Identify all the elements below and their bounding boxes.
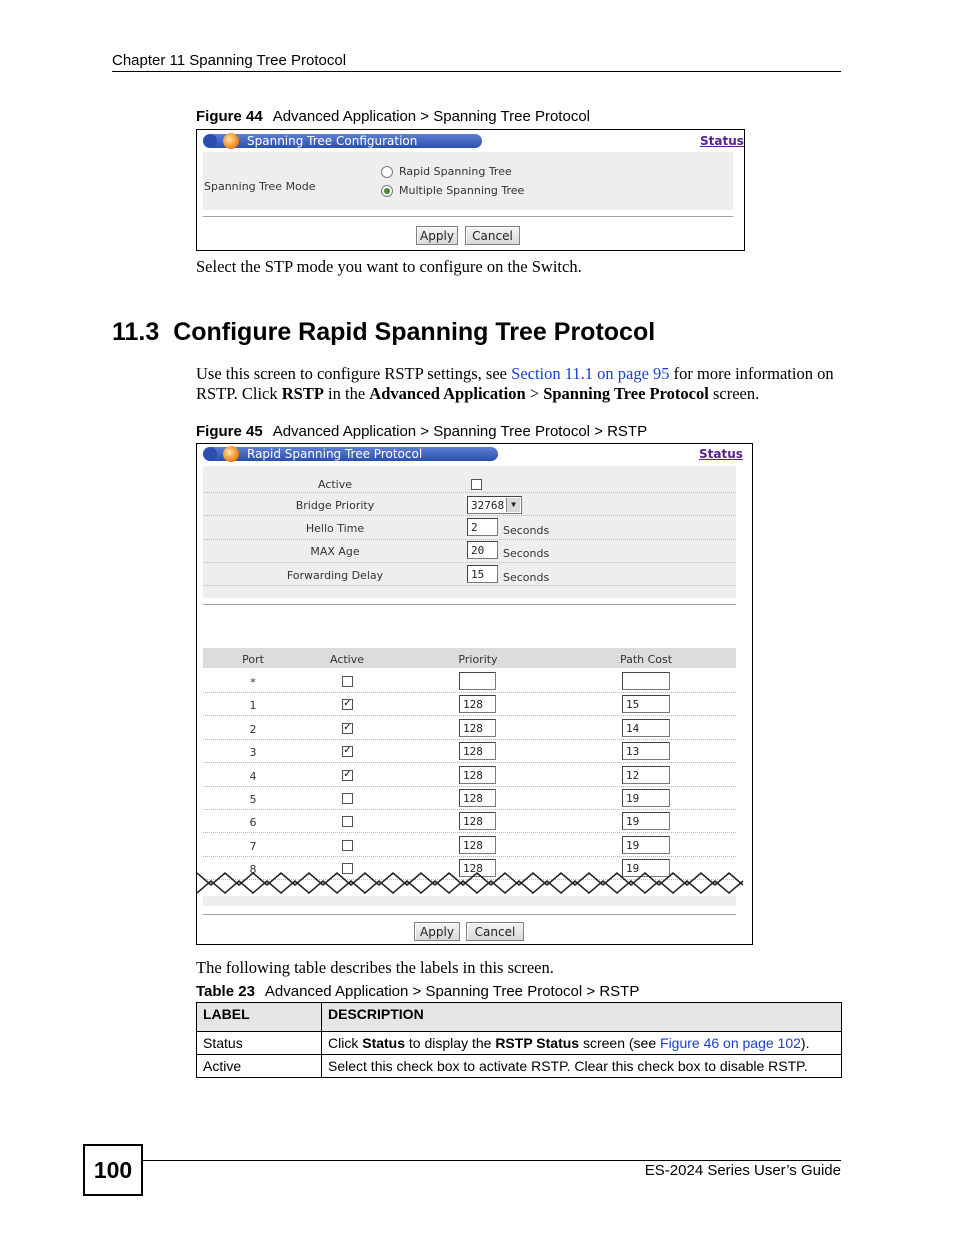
port-priority-input[interactable]: 128 bbox=[459, 859, 496, 877]
footer-rule bbox=[141, 1160, 841, 1161]
section-title: Configure Rapid Spanning Tree Protocol bbox=[173, 318, 656, 346]
status-row-description: Click Status to display the RSTP Status screen (see Figure 46 on page 102). bbox=[322, 1032, 842, 1055]
fig44-note: Select the STP mode you want to configure on the Switch. bbox=[196, 257, 582, 276]
radio-multiple-spanning-tree[interactable] bbox=[381, 185, 393, 197]
footer-guide-title: ES-2024 Series User’s Guide bbox=[644, 1162, 841, 1179]
status-link[interactable]: Status bbox=[699, 447, 743, 461]
port-path-cost-input[interactable]: 19 bbox=[622, 836, 670, 854]
orb-icon bbox=[223, 446, 239, 462]
port-priority-input[interactable]: 128 bbox=[459, 719, 496, 737]
status-link[interactable]: Status bbox=[700, 134, 744, 148]
bridge-priority-select[interactable] bbox=[467, 496, 522, 514]
cancel-button[interactable]: Cancel bbox=[466, 922, 524, 941]
table-23-caption bbox=[196, 983, 639, 1000]
forwarding-delay-label: Forwarding Delay bbox=[286, 569, 384, 582]
bridge-priority-value: 32768 bbox=[471, 499, 505, 512]
priority-header: Priority bbox=[458, 653, 498, 666]
apply-button[interactable]: Apply bbox=[416, 226, 458, 245]
port-number: 2 bbox=[249, 723, 257, 736]
forwarding-delay-input[interactable]: 15 bbox=[467, 565, 498, 583]
port-priority-input[interactable]: 128 bbox=[459, 695, 496, 713]
port-active-checkbox[interactable]: ✓ bbox=[343, 698, 352, 709]
figure-46-link[interactable]: Figure 46 on page 102 bbox=[660, 1035, 801, 1051]
intro-text-3: in the bbox=[323, 384, 370, 403]
intro-text-4: screen. bbox=[708, 384, 760, 403]
divider bbox=[203, 604, 736, 605]
port-number: 1 bbox=[249, 699, 257, 712]
max-age-label: MAX Age bbox=[310, 545, 360, 558]
max-age-input[interactable]: 20 bbox=[467, 541, 498, 559]
description-column-header: DESCRIPTION bbox=[322, 1003, 842, 1032]
forwarding-delay-seconds: Seconds bbox=[503, 571, 550, 584]
intro-advanced-application: Advanced Application bbox=[369, 384, 526, 403]
rstp-title-bar bbox=[205, 447, 498, 461]
port-number: 5 bbox=[249, 793, 257, 806]
port-path-cost-input[interactable]: 13 bbox=[622, 742, 670, 760]
port-number: * bbox=[250, 676, 256, 689]
stp-config-title: Spanning Tree Configuration bbox=[247, 134, 418, 148]
active-checkbox[interactable] bbox=[471, 479, 482, 490]
hello-time-label: Hello Time bbox=[305, 522, 365, 535]
chevron-down-icon[interactable]: ▼ bbox=[506, 498, 520, 512]
table-23-caption-text: Advanced Application > Spanning Tree Protocol > RSTP bbox=[264, 983, 640, 1000]
figure-45-caption bbox=[196, 423, 647, 440]
description-table bbox=[196, 1002, 842, 1078]
section-heading bbox=[112, 318, 655, 347]
port-number: 7 bbox=[249, 840, 257, 853]
figure-44-label: Figure 44 bbox=[196, 108, 263, 125]
hello-time-input[interactable]: 2 bbox=[467, 518, 498, 536]
port-active-checkbox[interactable] bbox=[342, 676, 353, 687]
active-row-description: Select this check box to activate RSTP. Clear this check box to disable RSTP. bbox=[322, 1055, 842, 1078]
port-path-cost-input[interactable] bbox=[622, 672, 670, 690]
row-separator bbox=[203, 692, 736, 693]
table-note: The following table describes the labels in this screen. bbox=[196, 958, 554, 977]
radio-rapid-spanning-tree[interactable] bbox=[381, 166, 393, 178]
port-priority-input[interactable]: 128 bbox=[459, 789, 496, 807]
section-11-1-link[interactable]: Section 11.1 on page 95 bbox=[511, 364, 670, 383]
port-path-cost-input[interactable]: 19 bbox=[622, 859, 670, 877]
intro-paragraph bbox=[196, 364, 844, 404]
row-separator bbox=[203, 809, 736, 810]
port-path-cost-input[interactable]: 14 bbox=[622, 719, 670, 737]
active-label: Active bbox=[317, 478, 353, 491]
hello-time-seconds: Seconds bbox=[503, 524, 550, 537]
intro-stp: Spanning Tree Protocol bbox=[543, 384, 709, 403]
radio-multiple-label: Multiple Spanning Tree bbox=[399, 184, 525, 197]
orb-icon bbox=[223, 133, 239, 149]
label-column-header: LABEL bbox=[197, 1003, 322, 1032]
divider bbox=[203, 914, 736, 915]
row-separator bbox=[203, 786, 736, 787]
figure-45-screenshot bbox=[196, 443, 753, 945]
intro-text-1: Use this screen to configure RSTP settings, see bbox=[196, 364, 512, 383]
port-path-cost-input[interactable]: 19 bbox=[622, 789, 670, 807]
row-separator bbox=[203, 832, 736, 833]
port-priority-input[interactable] bbox=[459, 672, 496, 690]
intro-rstp: RSTP bbox=[281, 384, 324, 403]
apply-button[interactable]: Apply bbox=[414, 922, 460, 941]
port-number: 3 bbox=[249, 746, 257, 759]
port-header: Port bbox=[242, 653, 264, 666]
cancel-button[interactable]: Cancel bbox=[465, 226, 520, 245]
header-rule bbox=[112, 71, 841, 72]
port-priority-input[interactable]: 128 bbox=[459, 742, 496, 760]
port-priority-input[interactable]: 128 bbox=[459, 766, 496, 784]
port-path-cost-input[interactable]: 19 bbox=[622, 812, 670, 830]
intro-text-2: for more information on RSTP. Click bbox=[196, 364, 834, 403]
figure-44-caption bbox=[196, 108, 590, 125]
figure-45-caption-text: Advanced Application > Spanning Tree Protocol > RSTP bbox=[272, 423, 648, 440]
active-row-label: Active bbox=[197, 1055, 322, 1078]
intro-separator: > bbox=[525, 384, 544, 403]
row-separator bbox=[203, 715, 736, 716]
chapter-header: Chapter 11 Spanning Tree Protocol bbox=[112, 52, 347, 69]
table-row bbox=[197, 1055, 842, 1078]
port-active-checkbox[interactable]: ✓ bbox=[343, 769, 352, 780]
figure-44-caption-text: Advanced Application > Spanning Tree Protocol bbox=[272, 108, 590, 125]
figure-44-screenshot bbox=[196, 129, 745, 251]
row-separator bbox=[203, 762, 736, 763]
row-separator bbox=[203, 739, 736, 740]
figure-45-label: Figure 45 bbox=[196, 423, 263, 440]
active-header: Active bbox=[329, 653, 365, 666]
page-number: 100 bbox=[83, 1144, 143, 1196]
port-number: 6 bbox=[249, 816, 257, 829]
stp-config-title-bar bbox=[205, 134, 482, 148]
port-active-checkbox[interactable] bbox=[342, 816, 353, 827]
port-active-checkbox[interactable] bbox=[342, 793, 353, 804]
port-number: 4 bbox=[249, 770, 257, 783]
table-23-label: Table 23 bbox=[196, 983, 255, 1000]
table-row bbox=[197, 1032, 842, 1055]
divider bbox=[203, 216, 733, 217]
port-path-cost-input[interactable]: 12 bbox=[622, 766, 670, 784]
path-cost-header: Path Cost bbox=[619, 653, 673, 666]
bridge-priority-label: Bridge Priority bbox=[295, 499, 375, 512]
port-number: 8 bbox=[249, 863, 257, 876]
section-number: 11.3 bbox=[112, 318, 160, 346]
max-age-seconds: Seconds bbox=[503, 547, 550, 560]
rstp-title: Rapid Spanning Tree Protocol bbox=[247, 447, 423, 461]
mode-label: Spanning Tree Mode bbox=[204, 180, 316, 193]
port-priority-input[interactable]: 128 bbox=[459, 812, 496, 830]
row-separator bbox=[203, 856, 736, 857]
status-row-label: Status bbox=[197, 1032, 322, 1055]
port-priority-input[interactable]: 128 bbox=[459, 836, 496, 854]
port-path-cost-input[interactable]: 15 bbox=[622, 695, 670, 713]
port-active-checkbox[interactable] bbox=[342, 840, 353, 851]
radio-rapid-label: Rapid Spanning Tree bbox=[399, 165, 512, 178]
port-active-checkbox[interactable]: ✓ bbox=[343, 745, 352, 756]
port-active-checkbox[interactable]: ✓ bbox=[343, 722, 352, 733]
